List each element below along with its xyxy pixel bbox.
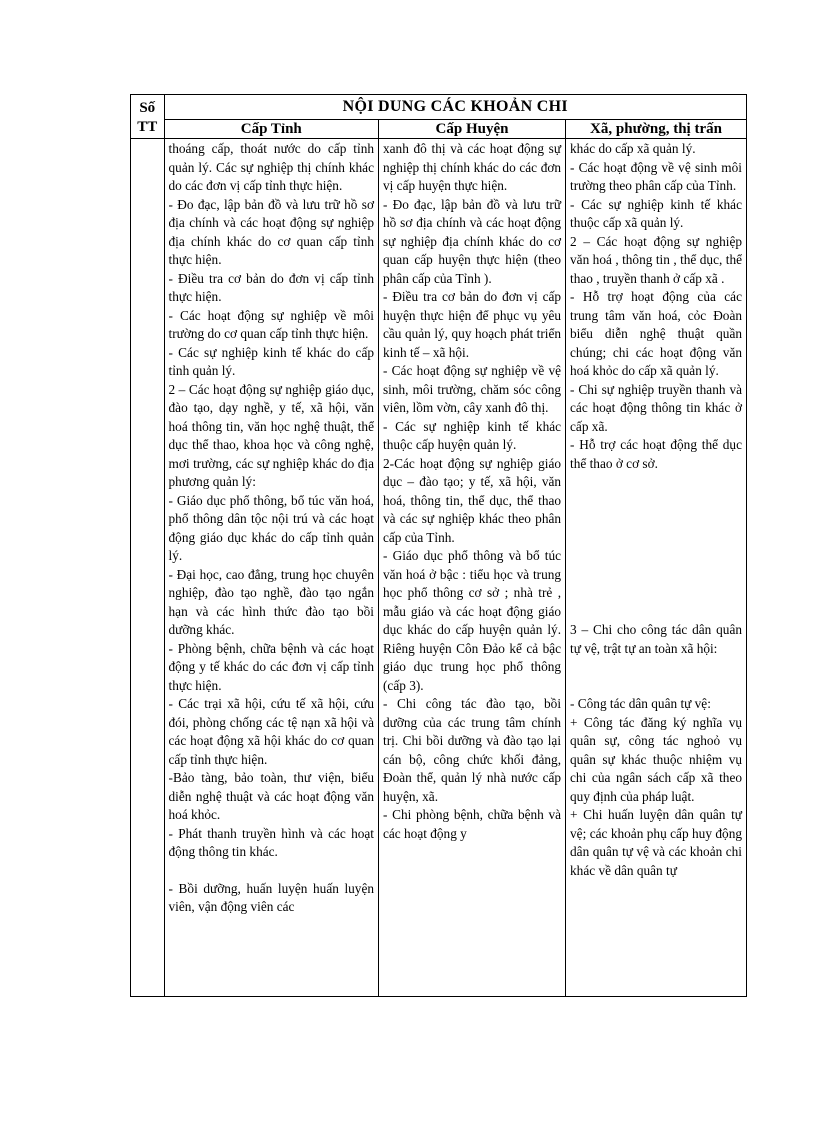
paragraph: + Công tác đăng ký nghĩa vụ quân sự, công tác nghoỏ vụ quân sự khác thuộc nhiệm vụ chi của ngân sách cấp xã theo quy định của pháp luật. bbox=[570, 714, 742, 804]
paragraph: - Điều tra cơ bản do đơn vị cấp huyện thực hiện để phục vụ yêu cầu quản lý, quy hoạch phát triển kinh tế – xã hội. bbox=[383, 289, 562, 360]
xa-header: Xã, phường, thị trấn bbox=[566, 120, 747, 139]
huyen-header: Cấp Huyện bbox=[379, 120, 566, 139]
huyen-cell bbox=[379, 139, 566, 997]
xa-content bbox=[566, 139, 746, 880]
xa-section-2 bbox=[570, 621, 742, 658]
paragraph: - Hỗ trợ hoạt động của các trung tâm văn hoá, cỏc Đoàn biểu diễn nghệ thuật quần chúng; chi các hoạt động văn hoá khỏc do cấp xã quản lý. bbox=[570, 289, 742, 378]
stt-header: Số TT bbox=[131, 95, 165, 139]
paragraph: - Hỗ trợ các hoạt động thể dục thể thao ở cơ sở. bbox=[570, 437, 742, 471]
paragraph: - Giáo dục phổ thông, bổ túc văn hoá, phổ thông dân tộc nội trú và các hoạt động giáo dục khác do cấp tỉnh quản lý. bbox=[168, 492, 374, 563]
paragraph: - Điều tra cơ bản do đơn vị cấp tỉnh thực hiện. bbox=[168, 270, 374, 304]
paragraph: - Đại học, cao đẳng, trung học chuyên nghiệp, đào tạo nghề, đào tạo ngắn hạn và các hình thức đào tạo bồi dưỡng khác. bbox=[168, 566, 374, 637]
paragraph: khác do cấp xã quản lý. bbox=[570, 141, 696, 156]
paragraph: 3 – Chi cho công tác dân quân tự vệ, trật tự an toàn xã hội: bbox=[570, 622, 742, 656]
paragraph: xanh đô thị và các hoạt động sự nghiệp thị chính khác do các đơn vị cấp huyện thực hiện. bbox=[383, 141, 562, 193]
paragraph: 2 – Các hoạt động sự nghiệp văn hoá , thông tin , thể dục, thể thao , truyền thanh ở cấp xã . bbox=[570, 233, 742, 286]
paragraph: - Đo đạc, lập bản đồ và lưu trữ hồ sơ địa chính và các hoạt động sự nghiệp địa chính khác do cơ quan cấp tỉnh thực hiện. bbox=[168, 196, 374, 267]
huyen-content bbox=[379, 139, 565, 843]
paragraph: - Các sự nghiệp kinh tế khác thuộc cấp xã quản lý. bbox=[570, 196, 742, 230]
paragraph: - Các hoạt động sự nghiệp về môi trường do cơ quan cấp tỉnh thực hiện. bbox=[168, 307, 374, 341]
budget-table bbox=[130, 94, 747, 997]
header-row-2 bbox=[131, 120, 747, 139]
paragraph: - Các hoạt động sự nghiệp về vệ sinh, môi trường, chăm sóc công viên, lồm vờn, cây xanh đô thị. bbox=[383, 363, 562, 415]
paragraph: - Chi công tác đào tạo, bồi dưỡng của các trung tâm chính trị. Chi bồi dưỡng và đào tạo lại cán bộ, công chức khối đảng, Đoàn thể, quản lý nhà nước cấp huyện, xã. bbox=[383, 696, 562, 804]
paragraph: - Phòng bệnh, chữa bệnh và các hoạt động y tế khác do các đơn vị cấp tỉnh thực hiện. bbox=[168, 640, 374, 693]
paragraph: 2 – Các hoạt động sự nghiệp giáo dục, đào tạo, dạy nghề, y tế, xã hội, văn hoá thông tin, văn học nghệ thuật, thể dục thể thao, khoa học và công nghệ, mơi trường, các sự nghiệp khác do địa phương quản lý: bbox=[168, 381, 374, 489]
header-row-1 bbox=[131, 95, 747, 120]
paragraph: - Các sự nghiệp kinh tế khác do cấp tỉnh quản lý. bbox=[168, 344, 374, 378]
main-title-header: NỘI DUNG CÁC KHOẢN CHI bbox=[164, 95, 746, 120]
tinh-header: Cấp Tỉnh bbox=[164, 120, 378, 139]
paragraph bbox=[169, 862, 374, 880]
paragraph: - Các trại xã hội, cứu tế xã hội, cứu đói, phòng chống các tệ nạn xã hội và các hoạt động xã hội khác do cơ quan cấp tỉnh thực hiện. bbox=[168, 696, 374, 767]
paragraph: + Chi huấn luyện dân quân tự vệ; các khoản phụ cấp huy động dân quân tự vệ và các khoản chi khác về dân quân tự bbox=[570, 807, 742, 878]
paragraph: - Phát thanh truyền hình và các hoạt động thông tin khác. bbox=[168, 825, 374, 859]
xa-section-3 bbox=[570, 695, 742, 880]
xa-section-1 bbox=[570, 140, 742, 473]
tinh-cell bbox=[164, 139, 378, 997]
paragraph: - Đo đạc, lập bản đồ và lưu trữ hồ sơ địa chính và các hoạt động sự nghiệp địa chính khác do cơ quan cấp huyện thực hiện (theo phân cấp của Tỉnh ). bbox=[383, 196, 562, 286]
xa-cell bbox=[566, 139, 747, 997]
paragraph: thoáng cấp, thoát nước do cấp tỉnh quản lý. Các sự nghiệp thị chính khác do các đơn vị cấp tỉnh thực hiện. bbox=[168, 141, 374, 193]
tinh-content bbox=[165, 139, 378, 917]
paragraph: -Bảo tàng, bảo toàn, thư viện, biểu diễn nghệ thuật và các hoạt động văn hoá khỏc. bbox=[168, 770, 374, 822]
paragraph: - Chi phòng bệnh, chữa bệnh và các hoạt động y bbox=[383, 807, 562, 841]
xa-gap-2 bbox=[570, 658, 742, 695]
paragraph: - Công tác dân quân tự vệ: bbox=[570, 696, 711, 711]
paragraph: - Các sự nghiệp kinh tế khác thuộc cấp huyện quản lý. bbox=[383, 418, 562, 452]
paragraph: - Chi sự nghiệp truyền thanh và các hoạt động thông tin khác ở cấp xã. bbox=[570, 381, 742, 434]
paragraph: 2-Các hoạt động sự nghiệp giáo dục – đào tạo; y tế, xã hội, văn hoá, thông tin, thể dục, thể thao và các sự nghiệp khác theo phân cấp của Tỉnh. bbox=[383, 455, 562, 545]
content-row bbox=[131, 139, 747, 997]
stt-cell bbox=[131, 139, 165, 997]
paragraph: - Bồi dưỡng, huấn luyện huấn luyện viên, vận động viên các bbox=[168, 880, 374, 914]
xa-gap-1 bbox=[570, 473, 742, 621]
paragraph: - Giáo dục phổ thông và bổ túc văn hoá ở bậc : tiểu học và trung học phổ thông cơ sở ; nhà trẻ , mẫu giáo và các hoạt động giáo dục khác do cấp huyện quản lý. Riêng huyện Côn Đảo kể cả bậc giáo dục trung học phổ thông (cấp 3). bbox=[383, 548, 562, 693]
paragraph: - Các hoạt động về vệ sinh môi trường theo phân cấp của Tỉnh. bbox=[570, 159, 742, 193]
